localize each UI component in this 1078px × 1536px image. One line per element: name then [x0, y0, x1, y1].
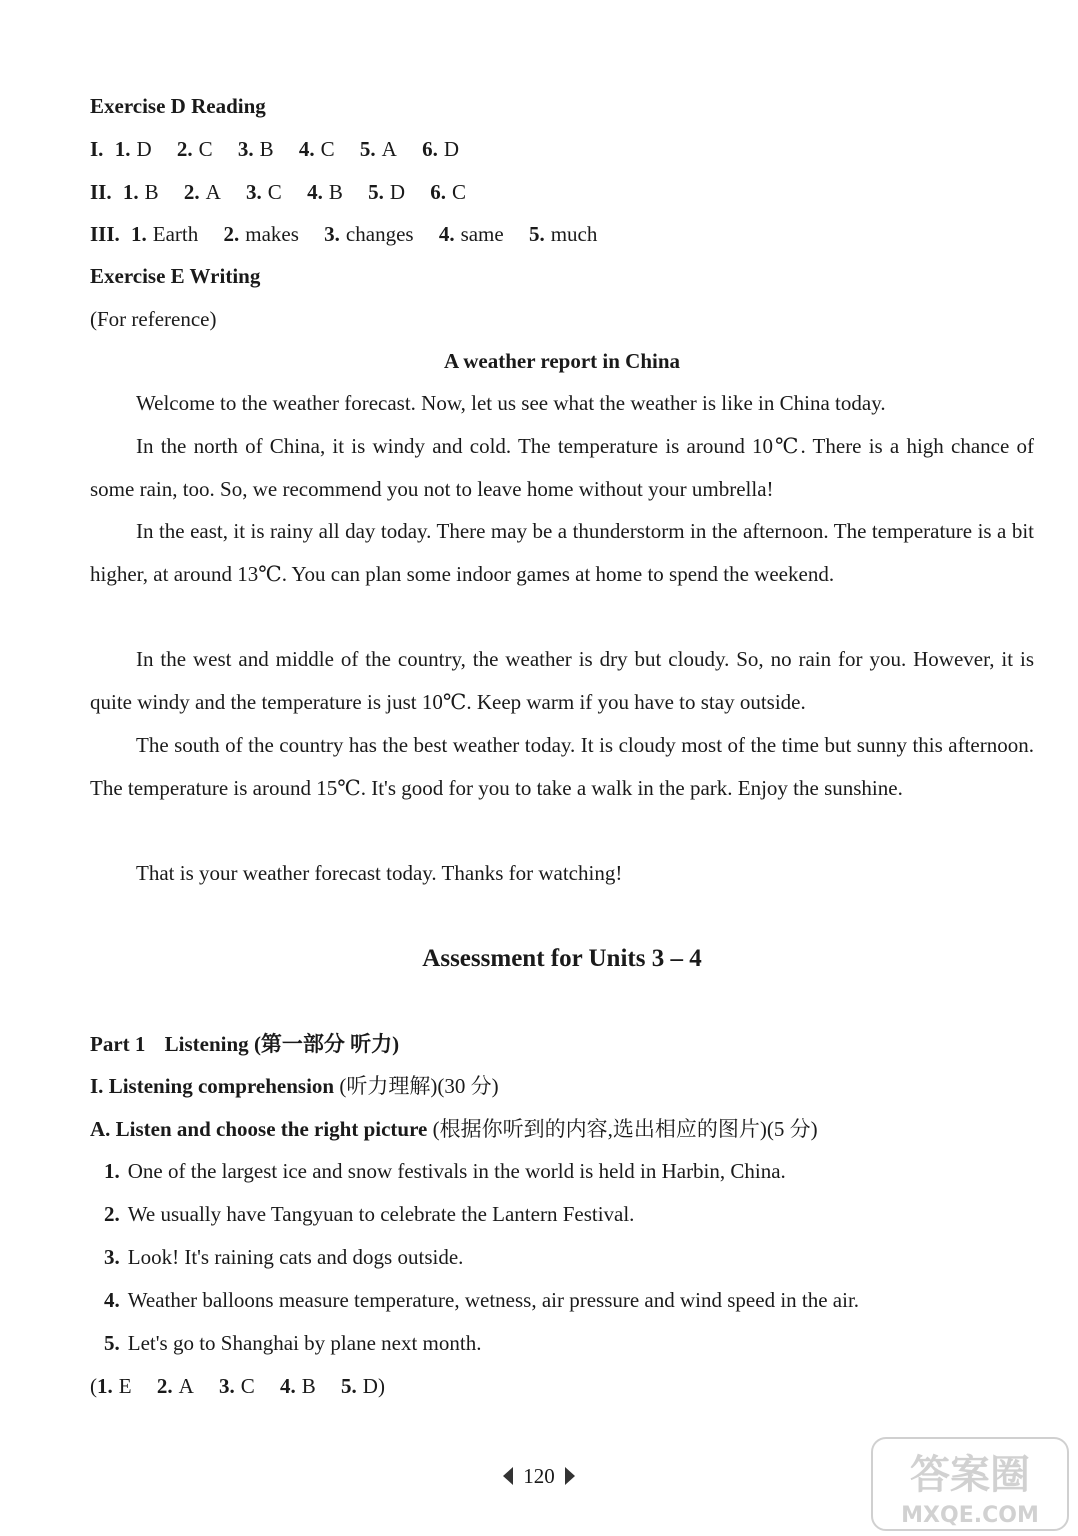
- answer-value: Earth: [152, 222, 199, 246]
- essay-paragraph: Welcome to the weather forecast. Now, let us see what the weather is like in China today.: [136, 391, 886, 415]
- answer-number: 1.: [114, 137, 131, 161]
- part1-heading: [90, 1031, 1034, 1057]
- essay-paragraph: In the north of China, it is windy and cold. The temperature is around 10℃. There is a high chance of some rain, too. So, we recommend you not to leave home without your umbrella!: [90, 434, 1034, 501]
- answer-value: C: [320, 137, 335, 161]
- listening-item: [104, 1330, 1034, 1356]
- exercise-d-heading: Exercise D Reading: [90, 94, 266, 118]
- item-text: Look! It's raining cats and dogs outside.: [127, 1245, 464, 1269]
- page-number-text: 120: [523, 1464, 555, 1488]
- watermark-logo: [870, 1436, 1070, 1532]
- answer-number: 4.: [307, 180, 323, 204]
- section-label: A.: [90, 1117, 111, 1141]
- answer-value: C: [240, 1374, 255, 1398]
- answer-number: 2.: [156, 1374, 173, 1398]
- item-text: Weather balloons measure temperature, wetness, air pressure and wind speed in the air.: [127, 1288, 860, 1312]
- item-text: We usually have Tangyuan to celebrate the Lantern Festival.: [127, 1202, 635, 1226]
- answer-number: 1.: [122, 180, 139, 204]
- answer-row-ii: [90, 179, 1034, 205]
- answer-row-i: [90, 136, 1034, 162]
- answer-number: 3.: [219, 1374, 235, 1398]
- answer-value: much: [550, 222, 598, 246]
- essay-paragraph: The south of the country has the best weather today. It is cloudy most of the time but sunny this afternoon. The temperature is around 15℃. It's good for you to take a walk in the park. Enjoy the sunshine.: [90, 733, 1034, 800]
- answer-number: 3.: [324, 222, 340, 246]
- answer-value: changes: [345, 222, 414, 246]
- triangle-right-icon: [565, 1467, 575, 1485]
- answer-key: [90, 1373, 1034, 1399]
- answer-value: B: [259, 137, 274, 161]
- answer-number: 4.: [438, 222, 455, 246]
- answer-value: makes: [245, 222, 299, 246]
- item-text: Let's go to Shanghai by plane next month.: [127, 1331, 482, 1355]
- answer-number: 5.: [368, 180, 384, 204]
- item-number: 2.: [104, 1202, 120, 1226]
- section-cn-title: (听力理解)(30 分): [339, 1074, 499, 1098]
- answer-value: A: [178, 1374, 194, 1398]
- section-title: Listening comprehension: [108, 1074, 335, 1098]
- answer-number: 6.: [422, 137, 438, 161]
- answer-value: C: [452, 180, 467, 204]
- answer-number: 4.: [298, 137, 315, 161]
- answer-value: D: [443, 137, 459, 161]
- answer-value: same: [460, 222, 504, 246]
- essay-title: A weather report in China: [443, 349, 681, 373]
- part-label: Part 1: [90, 1032, 146, 1056]
- triangle-left-icon: [503, 1467, 513, 1485]
- watermark-domain: MXQE.COM: [901, 1503, 1039, 1528]
- answer-value: A: [381, 137, 397, 161]
- item-number: 3.: [104, 1245, 120, 1269]
- part-cn-title: (第一部分 听力): [253, 1032, 400, 1056]
- key-close-paren: ): [377, 1374, 385, 1398]
- answer-number: 2.: [176, 137, 193, 161]
- essay-paragraph: In the west and middle of the country, the weather is dry but cloudy. So, no rain for you. However, it is quite windy and the temperature is just 10℃. Keep warm if you have to stay outside.: [90, 647, 1034, 714]
- assessment-title: Assessment for Units 3 – 4: [422, 945, 702, 972]
- answer-number: 6.: [430, 180, 446, 204]
- answer-number: 5.: [528, 222, 545, 246]
- row-label: II.: [90, 180, 112, 204]
- section-cn-title: (根据你听到的内容,选出相应的图片)(5 分): [432, 1117, 818, 1141]
- essay-paragraph: That is your weather forecast today. Thanks for watching!: [136, 861, 623, 885]
- answer-number: 5.: [341, 1374, 357, 1398]
- answer-number: 5.: [359, 137, 376, 161]
- answer-value: C: [267, 180, 282, 204]
- answer-value: C: [198, 137, 213, 161]
- section-title: Listen and choose the right picture: [115, 1117, 428, 1141]
- key-open-paren: (: [90, 1374, 97, 1398]
- item-number: 1.: [104, 1159, 120, 1183]
- answer-number: 1.: [97, 1374, 113, 1398]
- answer-value: D: [362, 1374, 378, 1398]
- listening-item: [104, 1158, 1034, 1184]
- answer-value: B: [301, 1374, 316, 1398]
- listening-item: [104, 1201, 1034, 1227]
- item-number: 4.: [104, 1288, 120, 1312]
- item-number: 5.: [104, 1331, 120, 1355]
- answer-value: E: [118, 1374, 132, 1398]
- answer-number: 2.: [223, 222, 240, 246]
- reference-note: (For reference): [90, 307, 217, 331]
- answer-row-iii: [90, 221, 1034, 247]
- section-i-heading: [90, 1073, 1034, 1099]
- row-label: III.: [90, 222, 120, 246]
- answer-number: 3.: [246, 180, 262, 204]
- essay-paragraph: In the east, it is rainy all day today. There may be a thunderstorm in the afternoon. The temperature is a bit higher, at around 13℃. You can plan some indoor games at home to spend the weekend.: [90, 519, 1034, 586]
- answer-value: D: [136, 137, 152, 161]
- listening-item: [104, 1244, 1034, 1270]
- answer-value: B: [144, 180, 159, 204]
- answer-number: 3.: [237, 137, 254, 161]
- answer-number: 2.: [183, 180, 200, 204]
- answer-number: 1.: [131, 222, 147, 246]
- watermark-text: 答案圈: [910, 1452, 1030, 1498]
- answer-value: A: [205, 180, 221, 204]
- section-label: I.: [90, 1074, 104, 1098]
- exercise-e-heading: Exercise E Writing: [90, 264, 261, 288]
- answer-value: B: [328, 180, 343, 204]
- answer-value: D: [389, 180, 405, 204]
- item-text: One of the largest ice and snow festivals in the world is held in Harbin, China.: [127, 1159, 786, 1183]
- section-a-heading: [90, 1116, 1034, 1142]
- listening-item: [104, 1287, 1034, 1313]
- answer-number: 4.: [280, 1374, 296, 1398]
- part-title: Listening: [164, 1032, 249, 1056]
- row-label: I.: [90, 137, 104, 161]
